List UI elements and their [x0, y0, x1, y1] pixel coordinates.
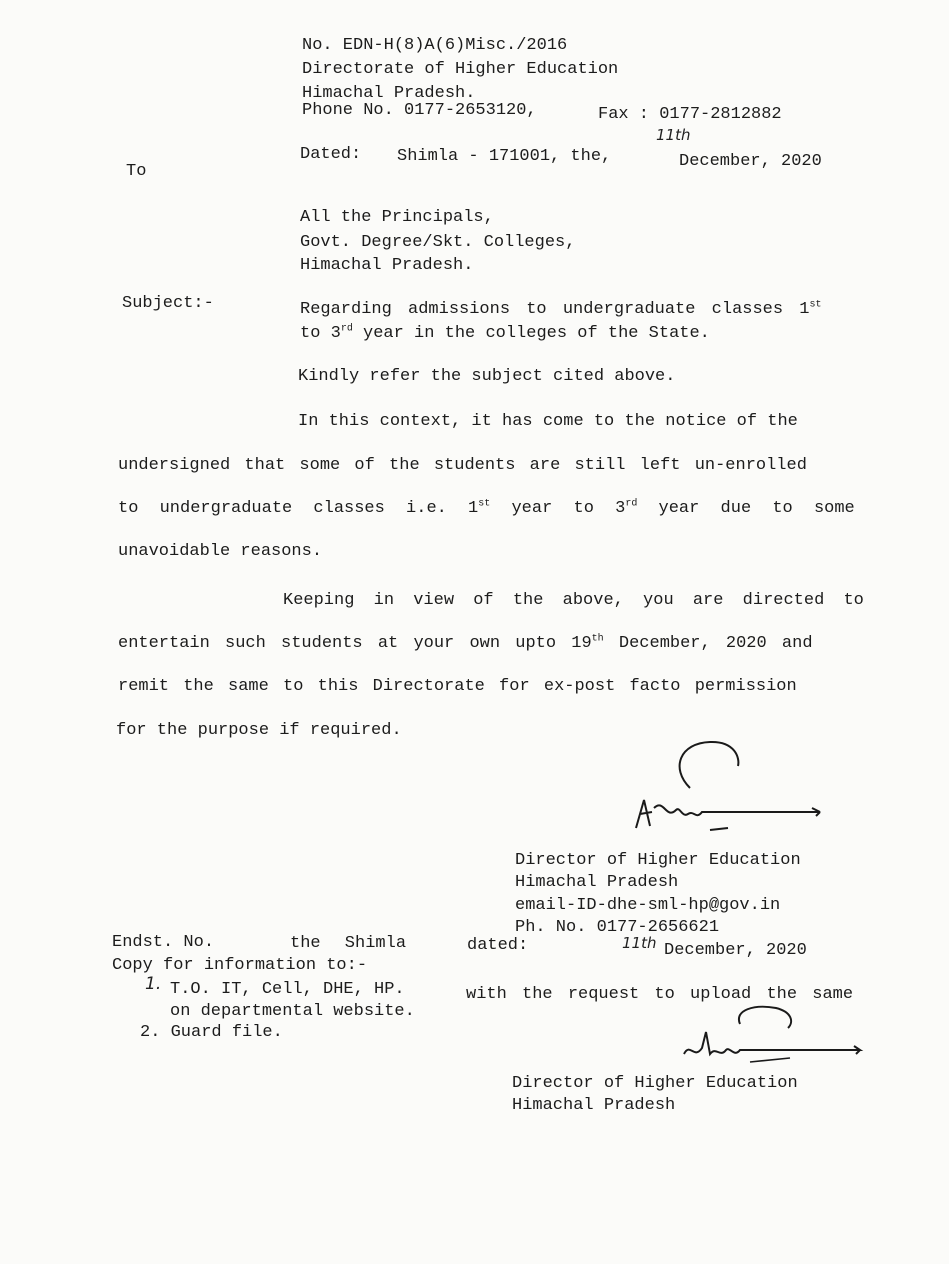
- copy-item-1-request: with the request to upload the same: [466, 985, 854, 1004]
- copy-item-1-number: 1.: [145, 974, 162, 994]
- endst-date-handwritten: 11th: [622, 934, 657, 952]
- office-name: Directorate of Higher Education: [302, 60, 619, 79]
- signature-2: [680, 1004, 870, 1074]
- signature-1: [630, 738, 830, 838]
- signatory-1-title: Director of Higher Education: [515, 851, 801, 870]
- file-number: No. EDN-H(8)A(6)Misc./2016: [302, 36, 568, 55]
- para-1: Kindly refer the subject cited above.: [298, 367, 676, 386]
- endst-the-shimla: the Shimla: [290, 934, 407, 953]
- endst-dated-label: dated:: [467, 936, 529, 955]
- subject-sup-1: st: [809, 299, 822, 311]
- para-2-line-2: undersigned that some of the students are still left un-enrolled: [118, 456, 807, 475]
- phone-number: Phone No. 0177-2653120,: [302, 101, 537, 120]
- fax-number: Fax : 0177-2812882: [598, 105, 782, 124]
- copy-item-1-continued: on departmental website.: [170, 1002, 415, 1021]
- para-2-line-4: unavoidable reasons.: [118, 542, 323, 561]
- copy-label: Copy for information to:-: [112, 956, 368, 975]
- signatory-2-state: Himachal Pradesh: [512, 1096, 676, 1115]
- para-3-text-2a: entertain such students at your own upto 19: [118, 634, 592, 653]
- addressee-line-1: All the Principals,: [300, 208, 494, 227]
- para-3-line-3: remit the same to this Directorate for ex-post facto permission: [118, 677, 797, 696]
- subject-line-2: [300, 323, 710, 345]
- endst-date-month: December, 2020: [664, 941, 807, 960]
- para-2-line-1: In this context, it has come to the notice of the: [298, 412, 798, 431]
- to-label: To: [126, 162, 147, 181]
- subject-line-1: [300, 299, 822, 321]
- para-2-text-3b: year to 3: [490, 499, 626, 518]
- signatory-1-state: Himachal Pradesh: [515, 873, 679, 892]
- addressee-line-3: Himachal Pradesh.: [300, 256, 474, 275]
- para-2-text-3c: year due to some: [637, 499, 855, 518]
- subject-sup-2: rd: [340, 323, 353, 335]
- para-2-text-3a: to undergraduate classes i.e. 1: [118, 499, 479, 518]
- endst-no-label: Endst. No.: [112, 933, 215, 952]
- signatory-1-phone: Ph. No. 0177-2656621: [515, 918, 720, 937]
- subject-text-1: Regarding admissions to undergraduate classes 1: [300, 300, 810, 319]
- signatory-1-email: email-ID-dhe-sml-hp@gov.in: [515, 896, 781, 915]
- subject-text-2b: year in the colleges of the State.: [352, 324, 710, 343]
- para-3-line-2: [118, 633, 813, 655]
- para-3-line-1: Keeping in view of the above, you are directed to: [283, 591, 864, 610]
- letter-header: [302, 34, 618, 106]
- para-2-sup-2: rd: [625, 498, 638, 510]
- dated-month: December, 2020: [679, 152, 822, 171]
- office-state: Himachal Pradesh.: [302, 84, 476, 103]
- para-3-sup: th: [591, 633, 604, 645]
- para-3-text-2b: December, 2020 and: [603, 634, 813, 653]
- signatory-2-title: Director of Higher Education: [512, 1074, 798, 1093]
- addressee-line-2: Govt. Degree/Skt. Colleges,: [300, 233, 576, 252]
- subject-text-2a: to 3: [300, 324, 341, 343]
- dated-place: Shimla - 171001, the,: [397, 147, 612, 166]
- subject-label: Subject:-: [122, 294, 214, 313]
- copy-item-1-recipient: T.O. IT, Cell, DHE, HP.: [170, 980, 405, 999]
- para-2-line-3: [118, 498, 855, 520]
- para-2-sup-1: st: [478, 498, 491, 510]
- dated-label: Dated:: [300, 145, 362, 164]
- para-3-line-4: for the purpose if required.: [116, 721, 402, 740]
- copy-item-2: 2. Guard file.: [140, 1023, 283, 1042]
- dated-day-handwritten: 11th: [656, 126, 691, 144]
